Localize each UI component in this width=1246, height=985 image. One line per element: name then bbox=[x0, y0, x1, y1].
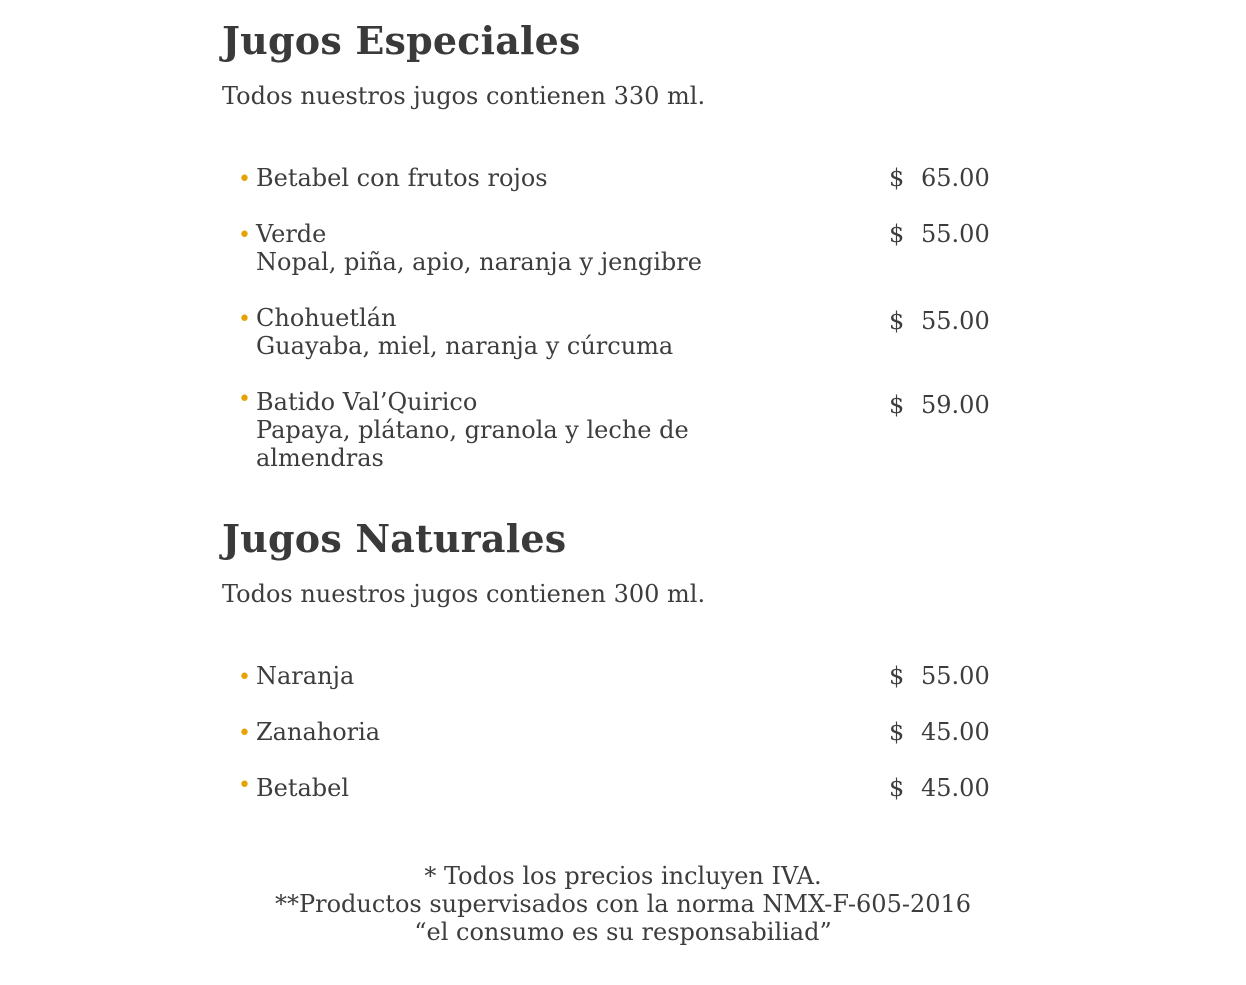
price-amount: 55.00 bbox=[921, 307, 990, 335]
item-price bbox=[889, 391, 991, 419]
bullet-icon: • bbox=[238, 773, 251, 798]
bullet-icon: • bbox=[238, 387, 251, 412]
currency-symbol: $ bbox=[889, 164, 905, 192]
item-name: Batido Val’Quirico bbox=[256, 388, 478, 416]
item-description: Papaya, plátano, granola y leche de almendras bbox=[256, 416, 689, 472]
footer-notes bbox=[0, 862, 1246, 946]
currency-symbol: $ bbox=[889, 391, 905, 419]
section-title: Jugos Especiales bbox=[222, 18, 581, 63]
currency-symbol: $ bbox=[889, 774, 905, 802]
item-description: Nopal, piña, apio, naranja y jengibre bbox=[256, 248, 702, 276]
currency-symbol: $ bbox=[889, 718, 905, 746]
item-name: Verde bbox=[256, 220, 327, 248]
item-price bbox=[889, 164, 991, 192]
bullet-icon: • bbox=[238, 167, 251, 192]
list-item bbox=[222, 388, 1002, 472]
price-amount: 55.00 bbox=[921, 662, 990, 690]
item-name: Naranja bbox=[256, 662, 355, 690]
price-amount: 45.00 bbox=[921, 774, 990, 802]
footer-responsibility-note: “el consumo es su responsabiliad” bbox=[414, 918, 832, 946]
section-jugos-especiales bbox=[222, 18, 1002, 111]
list-item bbox=[222, 220, 1002, 276]
list-item bbox=[222, 164, 1002, 192]
list-item bbox=[222, 774, 1002, 802]
section-jugos-naturales bbox=[222, 516, 1002, 609]
footer-iva-note: * Todos los precios incluyen IVA. bbox=[424, 862, 822, 890]
item-price bbox=[889, 220, 991, 248]
item-name: Chohuetlán bbox=[256, 304, 397, 332]
bullet-icon: • bbox=[238, 665, 251, 690]
bullet-icon: • bbox=[238, 721, 251, 746]
item-price bbox=[889, 662, 991, 690]
list-item bbox=[222, 662, 1002, 690]
bullet-icon: • bbox=[238, 223, 251, 248]
item-price bbox=[889, 718, 991, 746]
section-note: Todos nuestros jugos contienen 300 ml. bbox=[222, 580, 706, 608]
bullet-icon: • bbox=[238, 307, 251, 332]
item-name: Betabel bbox=[256, 774, 350, 802]
item-name: Zanahoria bbox=[256, 718, 381, 746]
currency-symbol: $ bbox=[889, 220, 905, 248]
footer-norm-note: **Productos supervisados con la norma NMX-F-605-2016 bbox=[274, 890, 972, 918]
price-amount: 65.00 bbox=[921, 164, 990, 192]
section-note: Todos nuestros jugos contienen 330 ml. bbox=[222, 82, 706, 110]
currency-symbol: $ bbox=[889, 307, 905, 335]
price-amount: 55.00 bbox=[921, 220, 990, 248]
item-name: Betabel con frutos rojos bbox=[256, 164, 548, 192]
list-item bbox=[222, 718, 1002, 746]
item-price bbox=[889, 307, 991, 335]
currency-symbol: $ bbox=[889, 662, 905, 690]
item-price bbox=[889, 774, 991, 802]
item-description: Guayaba, miel, naranja y cúrcuma bbox=[256, 332, 674, 360]
section-title: Jugos Naturales bbox=[222, 516, 567, 561]
price-amount: 45.00 bbox=[921, 718, 990, 746]
list-item bbox=[222, 304, 1002, 360]
price-amount: 59.00 bbox=[921, 391, 990, 419]
